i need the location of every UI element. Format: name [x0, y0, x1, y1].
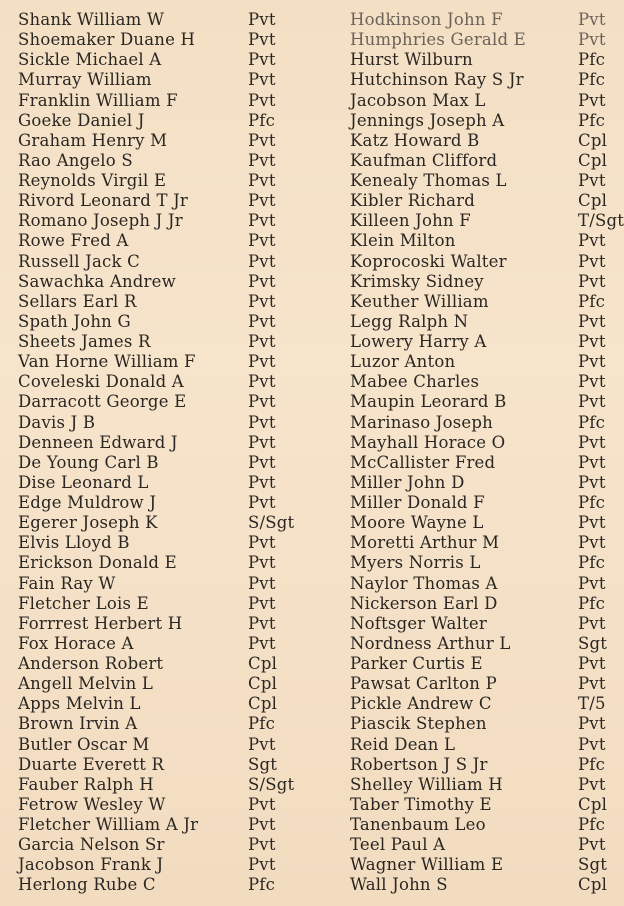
soldier-rank: Pfc — [578, 553, 606, 573]
soldier-name: Herlong Rube C — [18, 875, 156, 895]
soldier-rank: Pvt — [578, 654, 606, 673]
roster-row — [332, 473, 624, 493]
soldier-rank: Pvt — [578, 774, 606, 794]
roster-row — [0, 775, 332, 795]
roster-row — [332, 372, 624, 392]
soldier-rank: Pvt — [248, 130, 276, 150]
soldier-name: Mayhall Horace O — [350, 432, 506, 452]
soldier-rank: Pvt — [248, 432, 276, 452]
soldier-name: Murray William — [18, 70, 152, 90]
roster-row — [0, 513, 332, 533]
soldier-rank: Pvt — [578, 432, 606, 452]
soldier-name: Fauber Ralph H — [18, 774, 154, 794]
roster-row — [332, 433, 624, 453]
soldier-name: Miller Donald F — [350, 493, 485, 512]
soldier-rank: Pvt — [578, 513, 606, 533]
roster-row — [0, 533, 332, 553]
roster-row — [0, 352, 332, 372]
roster-row — [332, 513, 624, 533]
soldier-name: Hurst Wilburn — [350, 50, 473, 70]
roster-row — [332, 775, 624, 795]
soldier-rank: Cpl — [578, 130, 608, 150]
soldier-name: Noftsger Walter — [350, 613, 487, 633]
soldier-name: Dise Leonard L — [18, 472, 149, 492]
soldier-name: Rowe Fred A — [18, 231, 129, 251]
roster-row — [332, 332, 624, 352]
soldier-name: Teel Paul A — [350, 835, 446, 855]
roster-row — [332, 312, 624, 332]
soldier-rank: Pvt — [248, 493, 276, 512]
roster-row — [0, 815, 332, 835]
roster-row — [0, 332, 332, 352]
roster-row — [0, 453, 332, 473]
roster-row — [332, 252, 624, 272]
roster-row — [0, 171, 332, 191]
soldier-rank: Pfc — [578, 754, 606, 774]
roster-row — [332, 352, 624, 372]
roster-row — [0, 30, 332, 50]
soldier-rank: Cpl — [248, 674, 278, 694]
soldier-rank: Pvt — [578, 734, 606, 754]
soldier-rank: Pvt — [578, 533, 606, 553]
soldier-name: Maupin Leorard B — [350, 392, 507, 412]
roster-row — [0, 252, 332, 272]
soldier-name: Hodkinson John F — [350, 10, 503, 29]
soldier-rank: Pfc — [578, 50, 606, 70]
soldier-name: Pickle Andrew C — [350, 694, 492, 714]
soldier-rank: Pvt — [248, 291, 276, 311]
soldier-rank: Pvt — [578, 472, 606, 492]
soldier-rank: Pvt — [248, 171, 276, 190]
soldier-name: Legg Ralph N — [350, 311, 469, 331]
soldier-name: Koprocoski Walter — [350, 251, 507, 271]
soldier-rank: Pvt — [248, 251, 276, 271]
soldier-rank: Pvt — [248, 412, 276, 432]
soldier-name: Sickle Michael A — [18, 50, 162, 70]
soldier-name: Angell Melvin L — [18, 674, 154, 694]
soldier-rank: Sgt — [578, 855, 608, 875]
roster-row — [0, 735, 332, 755]
soldier-name: Sellars Earl R — [18, 291, 137, 311]
roster-row — [332, 413, 624, 433]
soldier-rank: Cpl — [248, 694, 278, 714]
roster-row — [0, 714, 332, 734]
soldier-rank: Pfc — [578, 291, 606, 311]
soldier-rank: Pvt — [248, 70, 276, 90]
soldier-rank: Pfc — [578, 815, 606, 834]
soldier-rank: Pvt — [248, 332, 276, 351]
soldier-rank: Pfc — [578, 412, 606, 432]
roster-row — [0, 292, 332, 312]
soldier-name: Katz Howard B — [350, 130, 480, 150]
soldier-name: Robertson J S Jr — [350, 754, 488, 774]
roster-row — [0, 413, 332, 433]
roster-row — [0, 855, 332, 875]
roster-table — [0, 10, 624, 896]
roster-row — [0, 70, 332, 90]
soldier-rank: Pvt — [578, 332, 606, 351]
roster-row — [332, 654, 624, 674]
roster-row — [332, 855, 624, 875]
soldier-name: Fetrow Wesley W — [18, 794, 166, 814]
soldier-name: Nordness Arthur L — [350, 633, 511, 653]
roster-row — [332, 272, 624, 292]
soldier-rank: Pfc — [578, 70, 606, 90]
soldier-rank: Pvt — [578, 835, 606, 855]
soldier-name: Shelley William H — [350, 774, 503, 794]
soldier-rank: Pvt — [248, 553, 276, 573]
soldier-rank: Pfc — [578, 593, 606, 613]
roster-row — [0, 10, 332, 30]
soldier-name: Anderson Robert — [18, 654, 164, 673]
roster-row — [332, 755, 624, 775]
soldier-rank: Pvt — [248, 815, 276, 834]
soldier-rank: Pvt — [248, 10, 276, 29]
roster-row — [332, 70, 624, 90]
soldier-name: Piascik Stephen — [350, 714, 487, 734]
soldier-name: Krimsky Sidney — [350, 271, 484, 291]
roster-row — [0, 594, 332, 614]
soldier-name: Reynolds Virgil E — [18, 171, 167, 190]
roster-row — [0, 392, 332, 412]
roster-row — [0, 835, 332, 855]
roster-row — [0, 433, 332, 453]
soldier-rank: Pvt — [248, 50, 276, 70]
soldier-name: Nickerson Earl D — [350, 593, 498, 613]
soldier-rank: Sgt — [248, 754, 278, 774]
soldier-name: Tanenbaum Leo — [350, 815, 486, 834]
soldier-name: Luzor Anton — [350, 352, 456, 372]
roster-row — [332, 211, 624, 231]
roster-row — [0, 574, 332, 594]
soldier-rank: Pfc — [248, 714, 276, 734]
roster-row — [332, 594, 624, 614]
roster-row — [0, 795, 332, 815]
soldier-rank: Pvt — [248, 734, 276, 754]
soldier-rank: Pvt — [578, 714, 606, 734]
soldier-name: Graham Henry M — [18, 130, 168, 150]
soldier-name: Moretti Arthur M — [350, 533, 500, 553]
soldier-name: Edge Muldrow J — [18, 493, 157, 512]
soldier-name: De Young Carl B — [18, 452, 159, 472]
soldier-name: Coveleski Donald A — [18, 372, 184, 392]
soldier-name: Taber Timothy E — [350, 794, 492, 814]
soldier-name: Erickson Donald E — [18, 553, 177, 573]
soldier-name: Parker Curtis E — [350, 654, 483, 673]
soldier-name: Moore Wayne L — [350, 513, 484, 533]
soldier-rank: Pvt — [248, 271, 276, 291]
soldier-rank: Pvt — [248, 352, 276, 372]
soldier-name: Rivord Leonard T Jr — [18, 191, 189, 211]
soldier-name: Goeke Daniel J — [18, 110, 145, 130]
soldier-name: Fox Horace A — [18, 633, 134, 653]
roster-row — [332, 151, 624, 171]
soldier-rank: Pfc — [578, 110, 606, 130]
roster-row — [0, 674, 332, 694]
soldier-name: Elvis Lloyd B — [18, 533, 130, 553]
soldier-name: Reid Dean L — [350, 734, 456, 754]
soldier-rank: Pvt — [578, 231, 606, 251]
roster-row — [0, 493, 332, 513]
soldier-rank: Pvt — [248, 794, 276, 814]
roster-row — [0, 111, 332, 131]
soldier-rank: Pfc — [248, 110, 276, 130]
soldier-name: Marinaso Joseph — [350, 412, 493, 432]
soldier-name: Sheets James R — [18, 332, 151, 351]
soldier-name: Fletcher William A Jr — [18, 815, 199, 834]
soldier-name: Kibler Richard — [350, 191, 475, 211]
soldier-name: Mabee Charles — [350, 372, 480, 392]
soldier-name: Jacobson Max L — [350, 90, 486, 110]
soldier-name: Darracott George E — [18, 392, 187, 412]
soldier-rank: Pvt — [248, 835, 276, 855]
soldier-name: Rao Angelo S — [18, 150, 133, 170]
roster-row — [0, 372, 332, 392]
roster-row — [0, 231, 332, 251]
soldier-rank: Pvt — [248, 231, 276, 251]
soldier-name: Fletcher Lois E — [18, 593, 149, 613]
roster-row — [332, 231, 624, 251]
roster-row — [0, 131, 332, 151]
soldier-name: Davis J B — [18, 412, 96, 432]
roster-row — [332, 30, 624, 50]
soldier-rank: Cpl — [578, 191, 608, 211]
soldier-name: Van Horne William F — [18, 352, 196, 372]
soldier-name: Naylor Thomas A — [350, 573, 498, 593]
roster-row — [332, 875, 624, 895]
roster-row — [332, 553, 624, 573]
soldier-rank: Pvt — [578, 171, 606, 190]
soldier-rank: Pfc — [248, 875, 276, 895]
soldier-name: Butler Oscar M — [18, 734, 150, 754]
roster-column-right — [332, 10, 624, 896]
soldier-name: Romano Joseph J Jr — [18, 211, 183, 231]
roster-row — [332, 634, 624, 654]
soldier-name: Russell Jack C — [18, 251, 140, 271]
soldier-rank: Pvt — [248, 191, 276, 211]
roster-row — [332, 735, 624, 755]
soldier-name: Wall John S — [350, 875, 448, 895]
soldier-rank: Cpl — [248, 654, 278, 673]
soldier-name: Brown Irvin A — [18, 714, 138, 734]
roster-row — [332, 191, 624, 211]
soldier-name: Denneen Edward J — [18, 432, 178, 452]
soldier-rank: T/Sgt — [578, 211, 624, 231]
roster-row — [332, 795, 624, 815]
roster-row — [332, 10, 624, 30]
soldier-rank: Pvt — [578, 674, 606, 694]
roster-row — [0, 50, 332, 70]
soldier-rank: Sgt — [578, 633, 608, 653]
roster-row — [332, 171, 624, 191]
soldier-name: Jennings Joseph A — [350, 110, 505, 130]
roster-row — [332, 533, 624, 553]
soldier-rank: Pvt — [578, 30, 606, 50]
soldier-name: Shank William W — [18, 10, 165, 29]
soldier-rank: Pvt — [248, 452, 276, 472]
soldier-name: McCallister Fred — [350, 452, 496, 472]
roster-row — [332, 614, 624, 634]
soldier-rank: S/Sgt — [248, 774, 295, 794]
soldier-rank: Cpl — [578, 150, 608, 170]
soldier-rank: Pvt — [248, 392, 276, 412]
soldier-name: Forrrest Herbert H — [18, 613, 183, 633]
soldier-name: Fain Ray W — [18, 573, 116, 593]
soldier-rank: Pvt — [248, 593, 276, 613]
roster-row — [332, 111, 624, 131]
soldier-rank: Pvt — [248, 472, 276, 492]
soldier-rank: Pvt — [248, 211, 276, 231]
soldier-rank: Pvt — [248, 311, 276, 331]
soldier-name: Garcia Nelson Sr — [18, 835, 165, 855]
soldier-name: Wagner William E — [350, 855, 504, 875]
roster-row — [0, 473, 332, 493]
roster-row — [332, 131, 624, 151]
soldier-rank: Pvt — [578, 573, 606, 593]
soldier-name: Keuther William — [350, 291, 489, 311]
soldier-rank: Pvt — [578, 10, 606, 29]
soldier-name: Spath John G — [18, 311, 131, 331]
soldier-name: Sawachka Andrew — [18, 271, 176, 291]
roster-row — [0, 694, 332, 714]
roster-row — [0, 312, 332, 332]
soldier-name: Egerer Joseph K — [18, 513, 158, 533]
soldier-name: Jacobson Frank J — [18, 855, 164, 875]
soldier-rank: Cpl — [578, 875, 608, 895]
soldier-rank: Pvt — [248, 613, 276, 633]
soldier-rank: Pvt — [248, 533, 276, 553]
roster-row — [0, 272, 332, 292]
roster-row — [0, 654, 332, 674]
soldier-rank: Pvt — [578, 251, 606, 271]
soldier-rank: Pvt — [578, 90, 606, 110]
soldier-name: Killeen John F — [350, 211, 471, 231]
roster-row — [332, 694, 624, 714]
roster-row — [332, 714, 624, 734]
soldier-rank: Pvt — [248, 150, 276, 170]
soldier-rank: Cpl — [578, 794, 608, 814]
soldier-rank: Pvt — [578, 613, 606, 633]
soldier-name: Miller John D — [350, 472, 465, 492]
soldier-rank: Pvt — [578, 372, 606, 392]
roster-row — [0, 91, 332, 111]
soldier-name: Lowery Harry A — [350, 332, 487, 351]
roster-row — [0, 614, 332, 634]
soldier-rank: Pvt — [248, 573, 276, 593]
roster-row — [332, 292, 624, 312]
roster-row — [332, 835, 624, 855]
soldier-name: Franklin William F — [18, 90, 178, 110]
roster-row — [332, 50, 624, 70]
roster-row — [0, 634, 332, 654]
soldier-rank: Pvt — [248, 90, 276, 110]
soldier-name: Klein Milton — [350, 231, 456, 251]
soldier-name: Myers Norris L — [350, 553, 481, 573]
soldier-name: Kaufman Clifford — [350, 150, 498, 170]
soldier-rank: Pvt — [578, 392, 606, 412]
soldier-rank: Pvt — [248, 855, 276, 875]
roster-row — [332, 91, 624, 111]
soldier-name: Hutchinson Ray S Jr — [350, 70, 524, 90]
soldier-rank: Pfc — [578, 493, 606, 512]
roster-row — [332, 574, 624, 594]
soldier-name: Kenealy Thomas L — [350, 171, 507, 190]
roster-row — [0, 211, 332, 231]
soldier-rank: Pvt — [578, 311, 606, 331]
roster-row — [0, 191, 332, 211]
roster-column-left — [0, 10, 332, 896]
soldier-name: Shoemaker Duane H — [18, 30, 196, 50]
soldier-name: Duarte Everett R — [18, 754, 165, 774]
roster-row — [332, 815, 624, 835]
roster-row — [0, 755, 332, 775]
roster-row — [332, 674, 624, 694]
roster-row — [0, 151, 332, 171]
roster-row — [0, 553, 332, 573]
soldier-rank: Pvt — [248, 30, 276, 50]
soldier-name: Pawsat Carlton P — [350, 674, 497, 694]
roster-row — [332, 493, 624, 513]
soldier-rank: Pvt — [248, 372, 276, 392]
soldier-rank: T/5 — [578, 694, 606, 714]
roster-row — [332, 453, 624, 473]
roster-row — [332, 392, 624, 412]
soldier-rank: S/Sgt — [248, 513, 295, 533]
roster-row — [0, 875, 332, 895]
soldier-rank: Pvt — [248, 633, 276, 653]
soldier-name: Humphries Gerald E — [350, 30, 526, 50]
soldier-rank: Pvt — [578, 452, 606, 472]
soldier-name: Apps Melvin L — [18, 694, 141, 714]
soldier-rank: Pvt — [578, 271, 606, 291]
soldier-rank: Pvt — [578, 352, 606, 372]
